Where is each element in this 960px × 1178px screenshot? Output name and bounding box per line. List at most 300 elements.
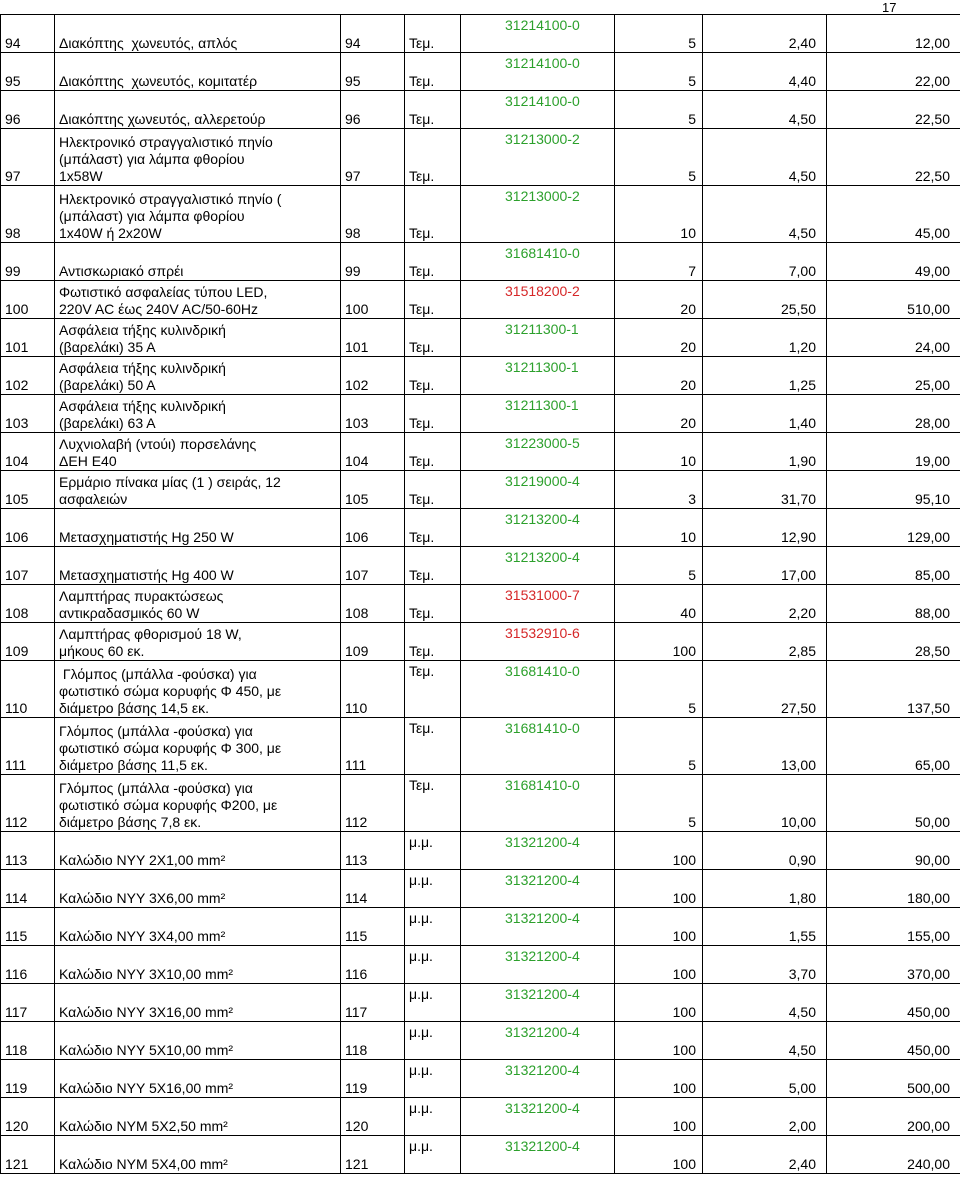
article-number bbox=[341, 775, 405, 832]
unit-cell bbox=[405, 243, 461, 281]
cpv-code-cell bbox=[461, 395, 615, 433]
unit-cell bbox=[405, 946, 461, 984]
unit-of-measure: Τεμ. bbox=[409, 35, 435, 51]
unit-of-measure: Τεμ. bbox=[409, 168, 435, 184]
description-line: Καλώδιο ΝΥΥ 5Χ16,00 mm² bbox=[59, 1080, 234, 1096]
line-total bbox=[827, 319, 960, 357]
cpv-code: 31213000-2 bbox=[505, 131, 580, 147]
unit-of-measure: μ.μ. bbox=[409, 872, 433, 888]
description-line: ΔΕΗ Ε40 bbox=[59, 453, 117, 469]
unit-price bbox=[703, 1060, 827, 1098]
article-number bbox=[341, 433, 405, 471]
cpv-code-cell bbox=[461, 623, 615, 661]
row-number-text: 97 bbox=[5, 168, 21, 184]
cpv-code-cell bbox=[461, 946, 615, 984]
row-number bbox=[1, 91, 55, 129]
item-description bbox=[55, 718, 341, 775]
article-number-text: 95 bbox=[345, 73, 361, 89]
description-line: Καλώδιο ΝΥΥ 3Χ16,00 mm² bbox=[59, 1004, 234, 1020]
unit-price-text: 4,50 bbox=[788, 1042, 816, 1058]
article-number-text: 114 bbox=[345, 890, 368, 906]
line-total bbox=[827, 281, 960, 319]
quantity-text: 100 bbox=[672, 1042, 696, 1058]
unit-cell bbox=[405, 319, 461, 357]
article-number-text: 110 bbox=[345, 700, 368, 716]
article-number-text: 104 bbox=[345, 453, 369, 469]
description-line: Μετασχηματιστής Hg 400 W bbox=[59, 567, 234, 583]
unit-price-text: 4,50 bbox=[788, 225, 816, 241]
line-total bbox=[827, 243, 960, 281]
quantity bbox=[615, 832, 703, 870]
unit-cell bbox=[405, 186, 461, 243]
table-row bbox=[1, 357, 960, 395]
row-number bbox=[1, 718, 55, 775]
table-row bbox=[1, 832, 960, 870]
article-number bbox=[341, 53, 405, 91]
article-number bbox=[341, 908, 405, 946]
article-number bbox=[341, 129, 405, 186]
unit-of-measure: Τεμ. bbox=[409, 605, 435, 621]
row-number-text: 113 bbox=[5, 852, 28, 868]
unit-price-text: 4,50 bbox=[788, 111, 816, 127]
unit-cell bbox=[405, 908, 461, 946]
line-total-text: 137,50 bbox=[907, 700, 950, 716]
unit-price bbox=[703, 357, 827, 395]
line-total bbox=[827, 91, 960, 129]
unit-of-measure: μ.μ. bbox=[409, 1100, 433, 1116]
item-description bbox=[55, 395, 341, 433]
article-number-text: 113 bbox=[345, 852, 368, 868]
cpv-code-cell bbox=[461, 984, 615, 1022]
row-number-text: 117 bbox=[5, 1004, 28, 1020]
quantity bbox=[615, 15, 703, 53]
item-description bbox=[55, 1060, 341, 1098]
quantity-text: 20 bbox=[680, 301, 696, 317]
article-number bbox=[341, 509, 405, 547]
unit-price-text: 13,00 bbox=[780, 757, 816, 773]
article-number bbox=[341, 718, 405, 775]
unit-price bbox=[703, 243, 827, 281]
cpv-code-cell bbox=[461, 1060, 615, 1098]
article-number-text: 109 bbox=[345, 643, 369, 659]
line-total-text: 25,00 bbox=[914, 377, 950, 393]
line-total bbox=[827, 718, 960, 775]
row-number bbox=[1, 832, 55, 870]
description-line: 1x40W ή 2x20W bbox=[59, 225, 162, 241]
unit-price bbox=[703, 908, 827, 946]
item-description bbox=[55, 623, 341, 661]
article-number bbox=[341, 243, 405, 281]
article-number-text: 97 bbox=[345, 168, 361, 184]
table-row bbox=[1, 129, 960, 186]
row-number bbox=[1, 281, 55, 319]
quantity-text: 5 bbox=[688, 814, 696, 830]
quantity-text: 100 bbox=[672, 928, 696, 944]
quantity-text: 3 bbox=[688, 491, 696, 507]
line-total-text: 155,00 bbox=[907, 928, 950, 944]
unit-cell bbox=[405, 547, 461, 585]
unit-price bbox=[703, 15, 827, 53]
unit-of-measure: Τεμ. bbox=[409, 777, 435, 793]
cpv-code: 31321200-4 bbox=[505, 910, 580, 926]
item-description bbox=[55, 1098, 341, 1136]
unit-of-measure: Τεμ. bbox=[409, 663, 435, 679]
article-number-text: 96 bbox=[345, 111, 361, 127]
unit-cell bbox=[405, 1022, 461, 1060]
description-line: διάμετρο βάσης 7,8 εκ. bbox=[59, 814, 202, 830]
table-row bbox=[1, 471, 960, 509]
quantity bbox=[615, 243, 703, 281]
quantity-text: 5 bbox=[688, 168, 696, 184]
description-line: αντικραδασμικός 60 W bbox=[59, 605, 200, 621]
unit-of-measure: μ.μ. bbox=[409, 1062, 433, 1078]
row-number bbox=[1, 1022, 55, 1060]
unit-price-text: 17,00 bbox=[780, 567, 816, 583]
row-number-text: 99 bbox=[5, 263, 21, 279]
quantity bbox=[615, 984, 703, 1022]
table-row bbox=[1, 718, 960, 775]
cpv-code-cell bbox=[461, 357, 615, 395]
row-number bbox=[1, 1098, 55, 1136]
unit-price-text: 7,00 bbox=[788, 263, 816, 279]
row-number-text: 119 bbox=[5, 1080, 28, 1096]
row-number-text: 109 bbox=[5, 643, 29, 659]
article-number-text: 115 bbox=[345, 928, 368, 944]
item-description bbox=[55, 281, 341, 319]
item-description bbox=[55, 775, 341, 832]
article-number-text: 121 bbox=[345, 1156, 369, 1172]
line-total bbox=[827, 357, 960, 395]
unit-cell bbox=[405, 91, 461, 129]
row-number bbox=[1, 1136, 55, 1174]
line-total-text: 22,50 bbox=[914, 111, 950, 127]
row-number bbox=[1, 186, 55, 243]
unit-of-measure: μ.μ. bbox=[409, 948, 433, 964]
row-number bbox=[1, 661, 55, 718]
unit-price-text: 4,50 bbox=[788, 1004, 816, 1020]
description-line: Καλώδιο ΝΥΜ 5Χ4,00 mm² bbox=[59, 1156, 228, 1172]
unit-price-text: 0,90 bbox=[788, 852, 816, 868]
cpv-code-cell bbox=[461, 1098, 615, 1136]
unit-price-text: 4,40 bbox=[788, 73, 816, 89]
quantity-text: 100 bbox=[672, 852, 696, 868]
unit-of-measure: Τεμ. bbox=[409, 301, 435, 317]
unit-price bbox=[703, 319, 827, 357]
row-number bbox=[1, 15, 55, 53]
unit-price bbox=[703, 1098, 827, 1136]
description-line: Ασφάλεια τήξης κυλινδρική bbox=[59, 360, 226, 376]
article-number-text: 101 bbox=[345, 339, 369, 355]
quantity bbox=[615, 186, 703, 243]
line-total-text: 240,00 bbox=[907, 1156, 950, 1172]
unit-price bbox=[703, 433, 827, 471]
description-line: Λαμπτήρας φθορισμού 18 W, bbox=[59, 626, 242, 642]
table-row bbox=[1, 1098, 960, 1136]
description-line: Ηλεκτρονικό στραγγαλιστικό πηνίο ( bbox=[59, 191, 282, 207]
description-line: μήκους 60 εκ. bbox=[59, 643, 145, 659]
unit-cell bbox=[405, 832, 461, 870]
table-row bbox=[1, 15, 960, 53]
unit-cell bbox=[405, 585, 461, 623]
unit-price-text: 2,40 bbox=[788, 35, 816, 51]
line-total-text: 22,00 bbox=[914, 73, 950, 89]
unit-cell bbox=[405, 357, 461, 395]
line-total-text: 22,50 bbox=[914, 168, 950, 184]
row-number-text: 118 bbox=[5, 1042, 28, 1058]
unit-price bbox=[703, 281, 827, 319]
description-line: Γλόμπος (μπάλλα -φούσκα) για bbox=[59, 666, 257, 682]
unit-cell bbox=[405, 15, 461, 53]
article-number bbox=[341, 471, 405, 509]
quantity bbox=[615, 509, 703, 547]
item-description bbox=[55, 15, 341, 53]
quantity-text: 100 bbox=[672, 966, 696, 982]
quantity bbox=[615, 870, 703, 908]
row-number bbox=[1, 471, 55, 509]
row-number bbox=[1, 946, 55, 984]
unit-of-measure: μ.μ. bbox=[409, 1024, 433, 1040]
description-line: Καλώδιο ΝΥΥ 5Χ10,00 mm² bbox=[59, 1042, 234, 1058]
unit-cell bbox=[405, 433, 461, 471]
unit-of-measure: Τεμ. bbox=[409, 453, 435, 469]
article-number bbox=[341, 1022, 405, 1060]
unit-price bbox=[703, 1136, 827, 1174]
description-line: (βαρελάκι) 35 Α bbox=[59, 339, 156, 355]
cpv-code: 31321200-4 bbox=[505, 1100, 580, 1116]
description-line: Διακόπτης χωνευτός, απλός bbox=[59, 35, 238, 51]
table-row bbox=[1, 53, 960, 91]
row-number-text: 120 bbox=[5, 1118, 29, 1134]
unit-cell bbox=[405, 509, 461, 547]
quantity-text: 40 bbox=[680, 605, 696, 621]
description-line: (βαρελάκι) 63 Α bbox=[59, 415, 156, 431]
cpv-code-cell bbox=[461, 661, 615, 718]
line-total-text: 88,00 bbox=[914, 605, 950, 621]
unit-cell bbox=[405, 661, 461, 718]
table-row bbox=[1, 908, 960, 946]
cpv-code-cell bbox=[461, 186, 615, 243]
item-description bbox=[55, 186, 341, 243]
unit-of-measure: μ.μ. bbox=[409, 910, 433, 926]
quantity-text: 10 bbox=[680, 453, 696, 469]
quantity-text: 5 bbox=[688, 567, 696, 583]
article-number bbox=[341, 91, 405, 129]
line-total bbox=[827, 623, 960, 661]
unit-price-text: 2,20 bbox=[788, 605, 816, 621]
table-row bbox=[1, 91, 960, 129]
line-total bbox=[827, 1136, 960, 1174]
item-description bbox=[55, 357, 341, 395]
unit-price bbox=[703, 1022, 827, 1060]
table-row bbox=[1, 319, 960, 357]
unit-of-measure: μ.μ. bbox=[409, 986, 433, 1002]
line-total-text: 45,00 bbox=[914, 225, 950, 241]
unit-price-text: 2,85 bbox=[788, 643, 816, 659]
unit-price-text: 31,70 bbox=[780, 491, 816, 507]
page-number: 17 bbox=[882, 0, 897, 15]
description-line: Διακόπτης χωνευτός, αλλερετούρ bbox=[59, 111, 266, 127]
row-number-text: 95 bbox=[5, 73, 21, 89]
unit-cell bbox=[405, 775, 461, 832]
item-description bbox=[55, 129, 341, 186]
quantity bbox=[615, 91, 703, 129]
row-number bbox=[1, 775, 55, 832]
article-number-text: 120 bbox=[345, 1118, 369, 1134]
unit-price bbox=[703, 509, 827, 547]
line-total bbox=[827, 471, 960, 509]
row-number-text: 106 bbox=[5, 529, 29, 545]
quantity-text: 5 bbox=[688, 73, 696, 89]
line-total-text: 65,00 bbox=[914, 757, 950, 773]
row-number-text: 107 bbox=[5, 567, 29, 583]
quantity-text: 100 bbox=[672, 643, 696, 659]
cpv-code-cell bbox=[461, 53, 615, 91]
line-total bbox=[827, 1098, 960, 1136]
description-line: Καλώδιο ΝΥΥ 3Χ10,00 mm² bbox=[59, 966, 234, 982]
unit-price bbox=[703, 53, 827, 91]
quantity bbox=[615, 547, 703, 585]
line-total bbox=[827, 433, 960, 471]
article-number-text: 116 bbox=[345, 966, 368, 982]
line-total-text: 95,10 bbox=[914, 491, 950, 507]
article-number-text: 105 bbox=[345, 491, 369, 507]
article-number bbox=[341, 547, 405, 585]
table-row bbox=[1, 661, 960, 718]
quantity bbox=[615, 623, 703, 661]
cpv-code: 31214100-0 bbox=[505, 93, 580, 109]
quantity bbox=[615, 433, 703, 471]
description-line: Λαμπτήρας πυρακτώσεως bbox=[59, 588, 224, 604]
description-line: Λυχνιολαβή (ντούι) πορσελάνης bbox=[59, 436, 257, 452]
table-row bbox=[1, 281, 960, 319]
row-number-text: 115 bbox=[5, 928, 28, 944]
item-description bbox=[55, 319, 341, 357]
cpv-code: 31518200-2 bbox=[505, 283, 580, 299]
quantity bbox=[615, 53, 703, 91]
line-total bbox=[827, 946, 960, 984]
article-number bbox=[341, 357, 405, 395]
description-line: διάμετρο βάσης 14,5 εκ. bbox=[59, 700, 209, 716]
line-total-text: 200,00 bbox=[907, 1118, 950, 1134]
cpv-code-cell bbox=[461, 1136, 615, 1174]
quantity-text: 10 bbox=[680, 529, 696, 545]
description-line: φωτιστικό σώμα κορυφής Φ200, με bbox=[59, 797, 278, 813]
description-line: Καλώδιο ΝΥΜ 5Χ2,50 mm² bbox=[59, 1118, 228, 1134]
quantity-text: 100 bbox=[672, 1004, 696, 1020]
line-total bbox=[827, 984, 960, 1022]
row-number bbox=[1, 357, 55, 395]
cpv-code: 31321200-4 bbox=[505, 834, 580, 850]
description-line: Γλόμπος (μπάλλα -φούσκα) για bbox=[59, 780, 253, 796]
article-number-text: 102 bbox=[345, 377, 369, 393]
line-total-text: 50,00 bbox=[914, 814, 950, 830]
description-line: διάμετρο βάσης 11,5 εκ. bbox=[59, 757, 208, 773]
unit-price-text: 5,00 bbox=[788, 1080, 816, 1096]
unit-of-measure: Τεμ. bbox=[409, 567, 435, 583]
table-row bbox=[1, 585, 960, 623]
cpv-code-cell bbox=[461, 870, 615, 908]
row-number-text: 121 bbox=[5, 1156, 29, 1172]
quantity bbox=[615, 357, 703, 395]
unit-of-measure: Τεμ. bbox=[409, 73, 435, 89]
article-number-text: 107 bbox=[345, 567, 369, 583]
quantity bbox=[615, 946, 703, 984]
row-number-text: 105 bbox=[5, 491, 29, 507]
description-line: Καλώδιο ΝΥΥ 3Χ6,00 mm² bbox=[59, 890, 226, 906]
line-total-text: 85,00 bbox=[914, 567, 950, 583]
quantity bbox=[615, 129, 703, 186]
unit-cell bbox=[405, 623, 461, 661]
unit-of-measure: Τεμ. bbox=[409, 720, 435, 736]
cpv-code: 31321200-4 bbox=[505, 1062, 580, 1078]
line-total-text: 450,00 bbox=[907, 1004, 950, 1020]
line-total bbox=[827, 908, 960, 946]
description-line: Μετασχηματιστής Hg 250 W bbox=[59, 529, 234, 545]
row-number bbox=[1, 243, 55, 281]
table-row bbox=[1, 433, 960, 471]
item-description bbox=[55, 91, 341, 129]
article-number-text: 99 bbox=[345, 263, 361, 279]
quantity bbox=[615, 395, 703, 433]
quantity-text: 100 bbox=[672, 1156, 696, 1172]
description-line: 1x58W bbox=[59, 168, 103, 184]
cpv-code-cell bbox=[461, 91, 615, 129]
quantity-text: 5 bbox=[688, 111, 696, 127]
unit-price bbox=[703, 186, 827, 243]
article-number-text: 111 bbox=[345, 757, 367, 773]
item-description bbox=[55, 471, 341, 509]
table-row bbox=[1, 946, 960, 984]
line-total-text: 450,00 bbox=[907, 1042, 950, 1058]
unit-price-text: 1,20 bbox=[788, 339, 816, 355]
table-row bbox=[1, 870, 960, 908]
unit-price bbox=[703, 775, 827, 832]
article-number-text: 103 bbox=[345, 415, 369, 431]
article-number-text: 108 bbox=[345, 605, 369, 621]
line-total-text: 24,00 bbox=[914, 339, 950, 355]
cpv-code: 31321200-4 bbox=[505, 948, 580, 964]
article-number bbox=[341, 661, 405, 718]
quantity-text: 5 bbox=[688, 757, 696, 773]
description-line: 220V AC έως 240V AC/50-60Hz bbox=[59, 301, 259, 317]
row-number bbox=[1, 395, 55, 433]
unit-cell bbox=[405, 395, 461, 433]
cpv-code: 31321200-4 bbox=[505, 986, 580, 1002]
item-description bbox=[55, 1136, 341, 1174]
quantity-text: 10 bbox=[680, 225, 696, 241]
cpv-code-cell bbox=[461, 718, 615, 775]
cpv-code: 31681410-0 bbox=[505, 245, 580, 261]
row-number bbox=[1, 1060, 55, 1098]
article-number bbox=[341, 319, 405, 357]
quantity bbox=[615, 1060, 703, 1098]
article-number bbox=[341, 832, 405, 870]
description-line: Αντισκωριακό σπρέι bbox=[59, 263, 184, 279]
unit-price bbox=[703, 870, 827, 908]
item-description bbox=[55, 243, 341, 281]
quantity bbox=[615, 1022, 703, 1060]
quantity bbox=[615, 718, 703, 775]
quantity-text: 100 bbox=[672, 890, 696, 906]
item-description bbox=[55, 53, 341, 91]
row-number-text: 94 bbox=[5, 35, 21, 51]
quantity bbox=[615, 1098, 703, 1136]
row-number bbox=[1, 53, 55, 91]
unit-cell bbox=[405, 718, 461, 775]
article-number bbox=[341, 1098, 405, 1136]
row-number-text: 112 bbox=[5, 814, 28, 830]
cpv-code-cell bbox=[461, 471, 615, 509]
